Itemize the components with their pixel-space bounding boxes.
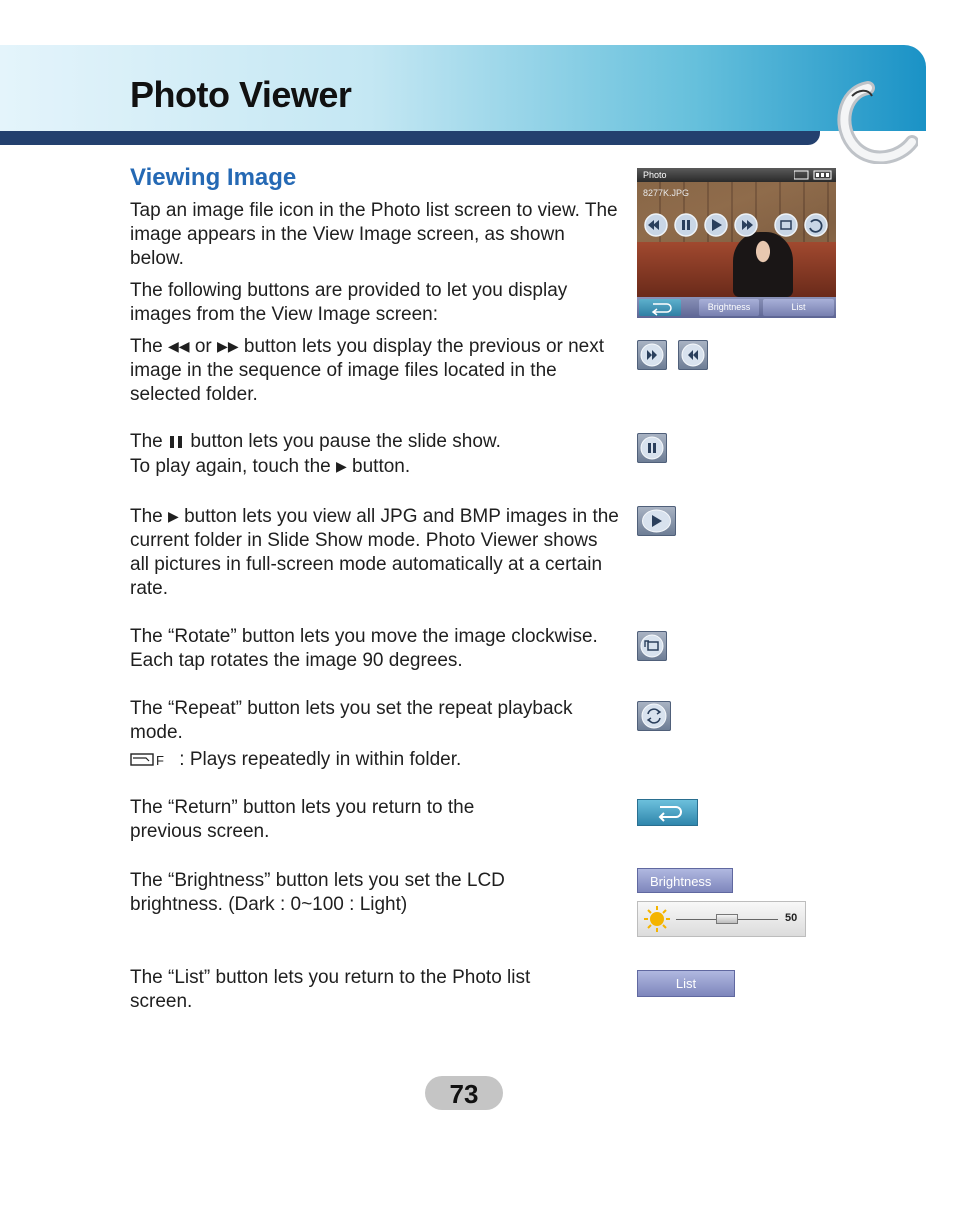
fast-forward-icon: ▶▶ xyxy=(217,338,239,354)
prev-next-text-or: or xyxy=(194,336,212,357)
repeat-button[interactable] xyxy=(637,701,671,731)
repeat-icon xyxy=(637,701,671,731)
pause-icon xyxy=(170,436,182,448)
brightness-slider-thumb[interactable] xyxy=(716,914,738,924)
brightness-value: 50 xyxy=(785,912,798,924)
brightness-button[interactable]: Brightness xyxy=(637,868,733,893)
play-icon: ▶ xyxy=(335,458,347,474)
repeat-folder-paragraph xyxy=(130,748,620,772)
buttons-intro-paragraph: The following buttons are provided to let you display images from the View Image screen: xyxy=(130,280,568,325)
rotate-button[interactable] xyxy=(637,631,667,661)
return-arrow-icon xyxy=(638,800,697,825)
play-button[interactable] xyxy=(637,506,676,536)
prev-next-paragraph xyxy=(130,334,620,407)
list-button[interactable]: List xyxy=(637,970,735,997)
play-icon xyxy=(637,506,676,536)
rotate-icon xyxy=(637,631,667,661)
rewind-icon: ◀◀ xyxy=(168,338,190,354)
brightness-paragraph: The “Brightness” button lets you set the LCD brightness. (Dark : 0~100 : Light) xyxy=(130,870,505,915)
intro-paragraph: Tap an image file icon in the Photo list screen to view. The image appears in the View Image screen, as shown below. xyxy=(130,200,618,269)
brightness-slider-panel xyxy=(637,901,806,937)
device-bottom-bar xyxy=(637,297,836,318)
prev-next-text-b: button lets you display the previous or next image in the sequence of image files located in the selected folder. xyxy=(130,336,605,405)
repeat-paragraph: The “Repeat” button lets you set the repeat playback mode. xyxy=(130,698,573,743)
repeat-folder-icon xyxy=(130,751,174,767)
pause-text-d: button. xyxy=(352,456,411,477)
return-paragraph: The “Return” button lets you return to the previous screen. xyxy=(130,797,475,842)
play-text-b: button lets you view all JPG and BMP images in the current folder in Slide Show mode. Photo Viewer shows all pictures in full-screen mode automatically at a certain rate. xyxy=(130,506,619,599)
sun-icon xyxy=(642,904,672,934)
pause-button[interactable] xyxy=(637,433,667,463)
prev-next-text-a: The xyxy=(130,336,163,357)
device-title: Photo xyxy=(643,170,667,180)
pause-paragraph xyxy=(130,430,620,479)
device-filename: 8277K.JPG xyxy=(643,188,690,198)
play-text-a: The xyxy=(130,506,163,527)
section-title: Viewing Image xyxy=(130,164,297,191)
pause-icon xyxy=(637,433,667,463)
pause-text-c: To play again, touch the xyxy=(130,456,331,477)
device-brightness-button[interactable]: Brightness xyxy=(699,299,759,316)
svg-text:F: F xyxy=(156,753,164,767)
return-arrow-icon xyxy=(639,299,681,316)
device-control-bar xyxy=(643,212,833,238)
rotate-paragraph: The “Rotate” button lets you move the image clockwise. Each tap rotates the image 90 degrees. xyxy=(130,626,598,671)
repeat-folder-text: : Plays repeatedly in within folder. xyxy=(179,749,462,770)
fast-forward-icon xyxy=(637,340,667,370)
device-return-button[interactable] xyxy=(639,299,681,316)
rewind-button[interactable] xyxy=(678,340,708,370)
device-title-bar xyxy=(637,168,836,182)
fast-forward-button[interactable] xyxy=(637,340,667,370)
rewind-icon xyxy=(678,340,708,370)
battery-icon xyxy=(794,170,832,180)
pause-text-a: The xyxy=(130,431,163,452)
page-number: 73 xyxy=(425,1076,503,1110)
device-list-button[interactable]: List xyxy=(763,299,834,316)
photo-image xyxy=(637,182,836,297)
return-button[interactable] xyxy=(637,799,698,826)
play-paragraph xyxy=(130,504,620,601)
play-icon: ▶ xyxy=(168,508,179,524)
pause-text-b: button lets you pause the slide show. xyxy=(190,431,501,452)
page-title: Photo Viewer xyxy=(130,74,352,115)
list-paragraph: The “List” button lets you return to the Photo list screen. xyxy=(130,967,531,1012)
header-stripe xyxy=(0,131,820,145)
view-image-screenshot xyxy=(637,168,836,318)
c-logo-icon xyxy=(828,78,918,164)
